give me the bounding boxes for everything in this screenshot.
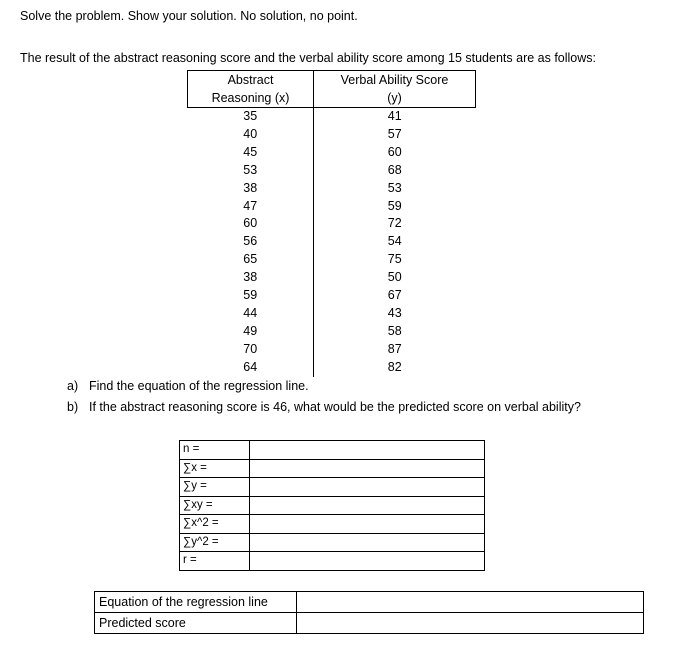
x-header-line2: Reasoning (x) bbox=[211, 91, 290, 105]
question-a bbox=[67, 379, 309, 393]
equation-answer-cell[interactable] bbox=[297, 592, 644, 613]
y-value-cell: 43 bbox=[387, 305, 402, 320]
answer-row bbox=[180, 459, 485, 478]
answer-value-cell[interactable] bbox=[250, 441, 485, 460]
y-value-cell: 41 bbox=[387, 109, 402, 123]
x-value-cell: 44 bbox=[188, 305, 314, 323]
answer-value-cell[interactable] bbox=[250, 496, 485, 515]
instructions: Solve the problem. Show your solution. No solution, no point. bbox=[20, 9, 358, 23]
y-header-line2: (y) bbox=[387, 91, 402, 105]
y-header-line1: Verbal Ability Score bbox=[340, 73, 449, 87]
y-value-cell: 72 bbox=[387, 216, 402, 231]
question-b bbox=[67, 400, 581, 414]
x-value-cell: 65 bbox=[188, 251, 314, 269]
x-header-line1: Abstract bbox=[227, 73, 274, 87]
data-table-row bbox=[188, 287, 476, 305]
question-b-text: If the abstract reasoning score is 46, what would be the predicted score on verbal ability? bbox=[89, 400, 581, 414]
y-value-cell: 59 bbox=[387, 198, 402, 213]
y-column-header bbox=[314, 71, 476, 108]
x-value-cell: 70 bbox=[188, 341, 314, 359]
answer-label: r = bbox=[180, 552, 250, 571]
answer-label: n = bbox=[180, 441, 250, 460]
y-value-cell: 87 bbox=[387, 341, 402, 356]
x-value-cell: 56 bbox=[188, 233, 314, 251]
y-value-cell: 54 bbox=[387, 234, 402, 249]
x-value-cell: 40 bbox=[188, 126, 314, 144]
x-value-cell: 49 bbox=[188, 323, 314, 341]
data-table-row bbox=[188, 126, 476, 144]
data-table bbox=[187, 70, 476, 377]
answer-value-cell[interactable] bbox=[250, 459, 485, 478]
data-table-row bbox=[188, 108, 476, 126]
y-value-cell: 68 bbox=[387, 162, 402, 177]
answer-row bbox=[180, 496, 485, 515]
data-table-row bbox=[188, 144, 476, 162]
y-value-cell: 67 bbox=[387, 288, 402, 303]
x-value-cell: 64 bbox=[188, 359, 314, 377]
x-value-cell: 53 bbox=[188, 162, 314, 180]
answer-row bbox=[180, 515, 485, 534]
answer-value-cell[interactable] bbox=[250, 552, 485, 571]
x-value-cell: 35 bbox=[188, 108, 314, 126]
answer-label: ∑y = bbox=[180, 478, 250, 497]
y-value-cell: 57 bbox=[387, 126, 402, 141]
data-table-row bbox=[188, 269, 476, 287]
answer-row bbox=[180, 533, 485, 552]
answer-value-cell[interactable] bbox=[250, 478, 485, 497]
predicted-answer-cell[interactable] bbox=[297, 613, 644, 634]
y-value-cell: 58 bbox=[387, 323, 402, 338]
result-table bbox=[94, 591, 644, 634]
predicted-row bbox=[95, 613, 644, 634]
data-table-header-row bbox=[188, 71, 476, 108]
data-table-row bbox=[188, 323, 476, 341]
y-value-cell: 82 bbox=[387, 359, 402, 374]
data-table-row bbox=[188, 162, 476, 180]
data-table-row bbox=[188, 215, 476, 233]
answer-row bbox=[180, 552, 485, 571]
answer-table bbox=[179, 440, 485, 571]
data-table-row bbox=[188, 233, 476, 251]
x-column-header bbox=[188, 71, 314, 108]
equation-row bbox=[95, 592, 644, 613]
y-value-cell: 50 bbox=[387, 270, 402, 285]
data-table-row bbox=[188, 180, 476, 198]
answer-row bbox=[180, 441, 485, 460]
x-value-cell: 45 bbox=[188, 144, 314, 162]
problem-intro: The result of the abstract reasoning score and the verbal ability score among 15 students are as follows: bbox=[20, 51, 597, 65]
equation-label: Equation of the regression line bbox=[95, 592, 297, 613]
answer-label: ∑x^2 = bbox=[180, 515, 250, 534]
answer-value-cell[interactable] bbox=[250, 515, 485, 534]
y-value-cell: 60 bbox=[387, 144, 402, 159]
data-table-row bbox=[188, 359, 476, 377]
answer-row bbox=[180, 478, 485, 497]
answer-value-cell[interactable] bbox=[250, 533, 485, 552]
x-value-cell: 59 bbox=[188, 287, 314, 305]
data-table-row bbox=[188, 198, 476, 216]
x-value-cell: 60 bbox=[188, 215, 314, 233]
data-table-row bbox=[188, 341, 476, 359]
y-value-cell: 53 bbox=[387, 180, 402, 195]
question-a-label: a) bbox=[67, 379, 79, 393]
answer-label: ∑x = bbox=[180, 459, 250, 478]
data-table-row bbox=[188, 251, 476, 269]
x-value-cell: 38 bbox=[188, 269, 314, 287]
answer-label: ∑xy = bbox=[180, 496, 250, 515]
question-a-text: Find the equation of the regression line. bbox=[89, 379, 309, 393]
answer-label: ∑y^2 = bbox=[180, 533, 250, 552]
y-value-cell: 75 bbox=[387, 252, 402, 267]
question-b-label: b) bbox=[67, 400, 79, 414]
predicted-label: Predicted score bbox=[95, 613, 297, 634]
data-table-row bbox=[188, 305, 476, 323]
x-value-cell: 38 bbox=[188, 180, 314, 198]
x-value-cell: 47 bbox=[188, 198, 314, 216]
